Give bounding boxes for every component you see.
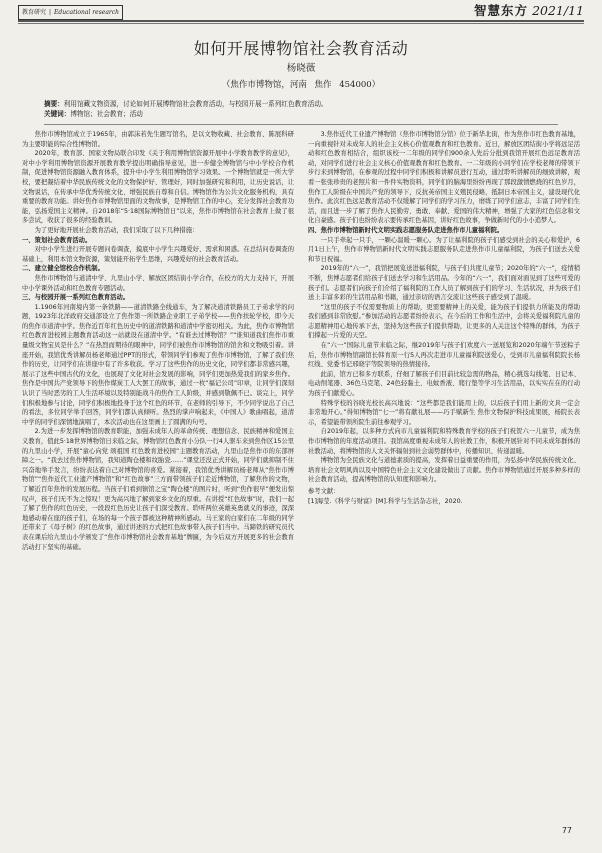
header-rule (18, 20, 584, 22)
body-paragraph: 焦作市博物馆成立于1965年，由郭沫若先生题写馆名，是以文物收藏、社会教育、陈展科研为主要职能的综合性博物馆。 (22, 131, 294, 148)
body-paragraph: 1.1906年河南境内第一条铁路——道清铁路全线通车，为了解决道清铁路员工子弟求学的问题，1923年北洋政府交通部设立了焦作第一所铁路企业职工子弟学校——焦作扶轮学校，即今天的焦作市道清中学。焦作近百年红色历史中的道清铁路和道清中学密切相关。为此，焦作市博物馆红色教育进校园主题教育活动这一站就设在道清中学。“有谁去过博物馆？”“谁知道我们焦作市重量级文物宝贝是什么？”在热烈而期待的眼神中，同学们被焦作市博物馆的馆舍和文物吸引着。讲座开始，我馆优秀讲解员杨老师通过PPT的形式，带领同学们参观了焦作市博物馆，了解了我们焦作的历史，让同学们在讲座中有了许多收获。学习了这些焦作的历史文化，同学们都非常感兴趣，展示了这些中国古代的文化，也展现了文化对社会发展的影响，同学们更加热爱我们的家乡焦作。焦作是中国共产党领导下的焦作煤炭工人大罢工的故事，通过一枚“福记公司”印章，让同学们深刻认识了当时恶劣的工人生活环境以及特别能战斗的焦作工人阶级，并感到敬佩不已。谈完上，同学们积极地参与讨论，同学们积极地投身于这个红色的环节，在老师的引导下，不少同学说出了自己的看法，多位同学举手回答，同学们都认真倾听。热烈的掌声响起来，《中国人》歌曲唱起，道清中学的同学们深情地演唱了，本次活动也在这里画上了圆满的句号。 (22, 303, 294, 426)
page-number: 77 (561, 826, 572, 835)
issue-number: 2021/11 (532, 3, 584, 18)
section-heading: 二、建立健全馆校合作机制。 (22, 265, 104, 273)
body-paragraph: 此前，馆方已和多方联系，仔细了解孩子们目前比较急需的物品，精心挑选勾线笔、日记本、电动削笔器、36色马克笔、24色轻黏土、电蚊香液、爬行垫等学习生活用品，以实实在在的行动为孩子们献爱心。 (308, 370, 580, 398)
section-heading: 一、策划社会教育活动。 (22, 236, 92, 244)
abstract-block (44, 99, 558, 119)
author-name: 杨晓薇 (286, 63, 316, 74)
keywords-line (44, 109, 558, 119)
running-header (18, 0, 584, 20)
body-paragraph: “这里的孩子不仅需要物质上的帮助，更需要精神上的关爱，能为孩子们提供力所能及的帮助我们感到非常欣慰。”参加活动的志愿者纷纷表示，在今后的工作和生活中，会将关爱福利院儿童的志愿精神用心地传承下去，坚持为这些孩子们提供帮助，让更多的人关注这个特殊的群体，为孩子们撑起一片爱的天空。 (308, 303, 580, 340)
right-column (308, 130, 580, 506)
abstract-text: 利用馆藏文物资源，讨论如何开展博物馆社会教育活动，与校园开展一系列红色教育活动。 (63, 100, 328, 108)
author-affiliation: （焦作市博物馆，河南 焦作 454000） (221, 80, 381, 90)
references-heading: 参考文献： (308, 487, 340, 495)
header-rule-thin (18, 23, 584, 24)
body-paragraph: 在“六一”国际儿童节来临之际，继2019年与孩子们欢度六一送展览和2020年端午节送粽子后，焦作市博物馆副馆长韩育原一行5人再次走进市儿童福利院送爱心，受到市儿童福利院院长杨红线、党委书记邢晓宇等院领导的热情接待。 (308, 342, 580, 369)
body-paragraph: 3.焦作近代工业遗产博物馆（焦作市博物馆分馆）位于新华北街，作为焦作市红色教育基地，一向重视针对未成年人的社会主义核心价值观教育和红色教育。近日，解放区团结街小学将远足活动和红色教育相结合，组织该校一二年级的同学们900余人先后分批到我馆开展红色远足教育活动，对同学们进行社会主义核心价值观教育和红色教育。一二年级的小同学们在学校老师的带领下步行来到博物馆，在参观的过程中同学们积极和讲解员进行互动，通过聆听讲解员的细致讲解，观看一张张珍贵的老照片和一件件实物资料，同学们的脑海里纷纷再现了那段激情燃烧的红色岁月，焦作工人阶级在中国共产党的领导下，反抗英帝国主义殖民侵略，抵制日本帝国主义，建设现代化焦作。此次红色远足教育活动不仅缓解了同学们的学习压力，磨练了同学们意志，丰富了同学们生活，而且进一步了解了焦作人民勤劳、勇敢、奉献、爱国的伟大精神，增强了大家的红色信念和文化自豪感。孩子们也纷纷表示要传承红色基因，讲好红色故事，争做新时代的小小追梦人。 (308, 131, 580, 225)
journal-label (18, 5, 123, 20)
journal-name-en: Educational research (54, 8, 119, 16)
header-separator: | (49, 8, 52, 16)
body-paragraph: 博物馆为全民族文化与道德素质的提高，发挥着日益重要的作用，为弘扬中华民族传统文化、培育社会文明风尚以及中国特色社会主义文化建设做出了贡献。焦作市博物馆通过开展多种多样的社会教育活动，提高博物馆的认知度和影响力。 (308, 457, 580, 484)
body-paragraph: 为了更好地开展社会教育活动，我们采取了以下几种措施： (34, 226, 199, 234)
keywords-label: 关键词： (44, 110, 71, 118)
body-paragraph: 一只手牵起一只手，一颗心温暖一颗心。为了让福利院的孩子们感受到社会的关心和爱护，6月1日上午，焦作市博物馆新时代文明实践志愿服务队走进焦作市儿童福利院，为孩子们送去关爱和节日祝福。 (308, 236, 580, 263)
article-title: 如何开展博物馆社会教育活动 (193, 39, 409, 58)
reference-entry: [1]海莹.《科学与财富》[M].科学与生活杂志社，2020. (308, 497, 463, 505)
abstract-rule (44, 124, 558, 125)
body-paragraph: 2020年，教育部、国家文物局联合印发《关于利用博物馆资源开展中小学教育教学的意见》，对中小学利用博物馆资源开展教育教学提出明确指导意见，进一步健全博物馆与中小学校合作机制，促进博物馆资源融入教育体系，提升中小学生利用博物馆学习效果。一个博物馆就是一所大学校，要把凝结着中华民族传统文化的文物保护好、管理好，同时加强研究和利用，让历史说话，让文物说话，在传承中华优秀传统文化、增强民族自尊和自信。博物馆作为公共文化服务机构，具有重要的教育功能。讲好焦作市博物馆里面的文物故事，是博物馆工作的中心，充分发挥社会教育功能，弘扬爱国主义精神。自2018年“5·18国际博物馆日”以来，焦作市博物馆在社会教育上做了很多尝试，收获了很多的经验教训。 (22, 150, 294, 225)
abstract-line (44, 99, 558, 109)
body-paragraph: 自2019年起，以多种方式向市儿童福利院和特殊教育学校的孩子们祝贺六一儿童节，成为焦作市博物馆的年度活动项目。我馆高度重视未成年人的社教工作，积极开展针对不同未成年群体的社教活动，将博物馆的人文关怀辐射到社会弱势群体中，传播知识、传递温暖。 (308, 428, 580, 455)
body-paragraph: 特殊学校的谷晓光校长高兴地说：“这些都是我们能用上的，以后孩子们用上新的文具一定会非常地开心。”得知博物馆“七一”将有献礼展——巧手赋新生 焦作文物保护科技成果展，杨院长表示，希望能带领所院生前往参观学习。 (308, 399, 580, 426)
keywords-text: 博物馆；社会教育；活动 (70, 110, 143, 118)
journal-masthead (474, 1, 584, 19)
journal-title-right: 智慧东方 (474, 3, 529, 18)
left-column (22, 130, 294, 552)
body-paragraph: 对中小学生进行开展专题问卷调查，摸底中小学生兴趣爱好、需求和困惑。在总结问卷调查的基础上，利用本馆文物资源，策划能开拓学生思维，兴趣爱好的社会教育活动。 (22, 246, 294, 263)
abstract-label: 摘要： (44, 100, 64, 108)
section-heading: 四、焦作市博物馆新时代文明实践志愿服务队走进焦作市儿童福利院。 (308, 226, 504, 234)
body-paragraph: 2019年的“六一”，我馆把展览送进福利院，与孩子们共度儿童节；2020年的“六一”，疫情稍不断，焦博志愿者们给孩子们送去学习和生活用品。今年的“六一”，我们面对面见到了这些可爱的孩子们。志愿者们向孩子们介绍了福利院的工作人员了解到孩子们的学习、生活状况，并为孩子们送上丰富多彩的生活用品和书籍，通过亲切的语言交流让这些孩子感受到了温暖。 (308, 265, 580, 302)
journal-name-cn: 教育研究 (22, 8, 47, 16)
section-heading: 三、与校园开展一系列红色教育活动。 (22, 294, 130, 302)
body-paragraph: 焦作市博物馆与道清中学、九里山小学、解放区团结街小学合作，在校方的大力支持下，开展中小学课外活动和红色教育专题活动。 (22, 274, 294, 292)
body-paragraph: 2.为进一步发挥博物馆的教育职能，加强未成年人的革命传统、理想信念、民族精神和爱国主义教育，值此5·18世界博物馆日来临之际，博物馆红色教育小分队一行4人驱车来到焦作区15公里的九里山小学，开展“童心向党 颂祖国 红色教育进校园”主题教育活动，九里山是焦作市的东部屏障之一。“我去过焦作博物馆，我知道陶仓楼和纹胎瓷……”课堂还没正式开始，同学们就抑制不住兴奋地举手发言，纷纷表达着自己对博物馆的喜爱。紧接着，我馆优秀讲解员杨老师从“焦作市博物馆”“焦作近代工业遗产博物馆”和“红色故事”三方面带领孩子们走近博物馆，了解焦作的文物，了解近百年焦作的发展历程。当孩子们看到镇馆之宝“陶仓楼”的图片时，听到“焦作很早”便发出惊叹声，孩子们无不为之惊叹！更为高兴地了解到家乡文化的厚重。在讲授“红色故事”时，我们一起了解了焦作的红色历史，一段段红色历史让孩子们深受教育。聆听两位英雄英勇就义的事迹，深深地感动着在座的孩子们，在场的每一个孩子都被这种精神所感动。马王家的白家们在二年级的同学还带来了《母子树》的红色故事，通过讲述的方式把红色故事带入孩子们当中。马蹄铁的研究员代表在课后给九里山小学颁发了“焦作市博物馆社会教育基地”牌匾，为今后双方开展更多的社会教育活动打下坚实的基础。 (22, 428, 294, 551)
